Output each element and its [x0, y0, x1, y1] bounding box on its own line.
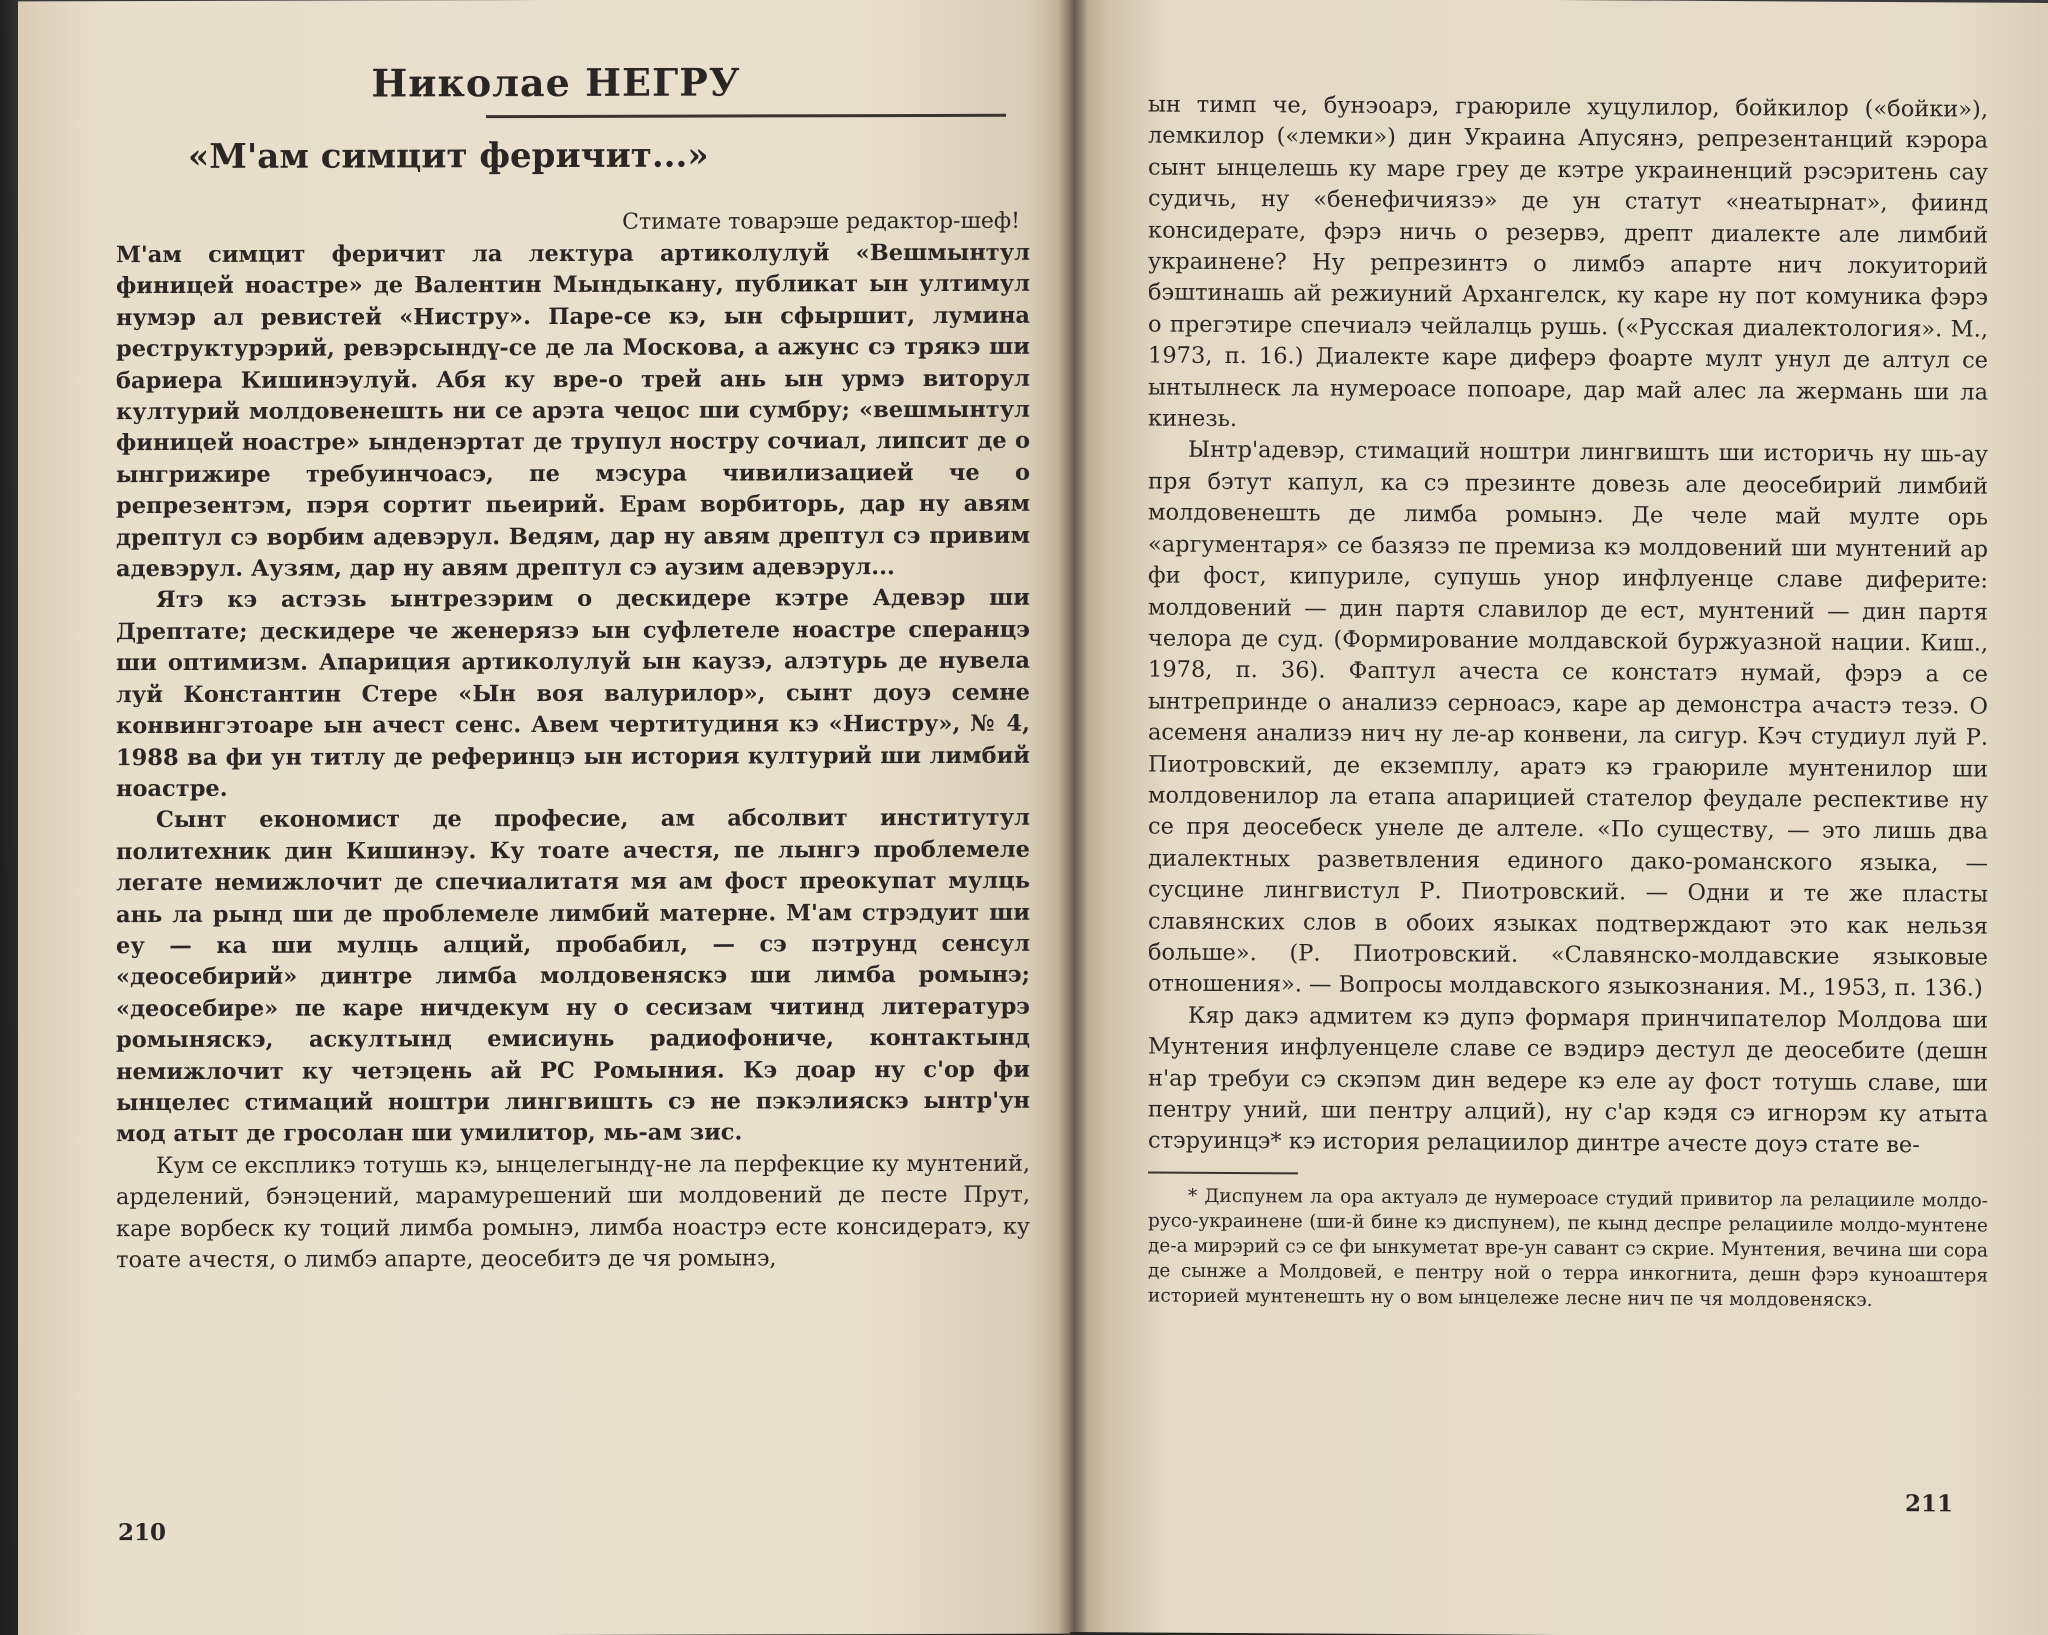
footnote-rule [1148, 1171, 1298, 1174]
paragraph: М'ам симцит феричит ла лектура артиколулуй «Вешмынтул финицей ноастре» де Валентин Мындыкану, публикат ын ултимул нумэр ал ревистей «Нистру». Паре-се кэ, ын сфыршит, лумина реструктурэрий, ревэрсындү-се де ла Москова, а ажунс сэ трякэ ши бариера Кишинэулуй. Абя ку вре-о трей ань ын урмэ виторул културий молдовенешть ни се арэта чецос ши сумбру; «вешмынтул финицей ноастре» ынденэртат де трупул ностру сочиал, липсит де о ынгрижире требуинчоасэ, пе мэсура чивилизацией че о репрезентэм, пэря сортит пьеирий. Ерам ворбиторь, дар ну авям дрептул сэ ворбим адевэрул. Ведям, дар ну авям дрептул сэ привим адевэрул. Аузям, дар ну авям дрептул сэ аузим адевэрул... [116, 239, 1030, 583]
paragraph: ын тимп че, бунэоарэ, граюриле хуцулилор, бойкилор («бойки»), лемкилор («лемки») дин Украина Апусянэ, репрезентанций кэрора сынт ынцелешь ку маре греу де кэтре украиненций рэсэритень сау судичь, ну «бенефичиязэ» де ун статут «неатырнат», фиинд консидерате, фэрэ ничь о резервэ, дрепт диалекте але лимбий украинене? Ну репрезинтэ о лимбэ апарте нич локуиторий бэштинашь ай режиуний Архангелск, ку каре ну пот комуника фэрэ о прегэтире спечиалэ чейлалць рушь. («Русская диалектология». М., 1973, п. 16.) Диалекте каре диферэ фоарте мулт унул де алтул се ынтылнеск ла нумероасе попоаре, дар май алес ла жермань ши ла кинезь. [1148, 91, 1988, 433]
paragraph: Ынтр'адевэр, стимаций ноштри лингвишть ши историчь ну шь-ау пря бэтут капул, ка сэ презинте довезь але деосебирий лимбий молдовенешть де лимба ромынэ. Де челе май мулте орь «аргументаря» се базязэ пе премиза кэ молдовений ши мунтений ар фи фост, кипуриле, супушь унор инфлуенце славе диферите: молдовений — дин партя славилор де ест, мунтений — дин партя челора де суд. (Формирование молдавской буржуазной нации. Киш., 1978, п. 36). Фаптул ачеста се констатэ нумай, фэрэ а се ынтрепринде о анализэ серноасэ, каре ар демонстра ачастэ тезэ. О асеменя анализэ нич ну ле-ар конвени, ла сигур. Кэч студиул луй Р. Пиотровский, де екземплу, аратэ кэ граюриле мунтенилор ши молдовенилор ла етапа апарицией стателор феудале респективе ну се пря деосебеск унеле де алтеле. «По существу, — это лишь два диалектных разветвления единого дако-романского языка, — сусцине лингвистул Р. Пиотровский. — Одни и те же пласты славянских слов в обоих языках подтверждают это как нельзя больше». (Р. Пиотровский. «Славянско-молдавские языковые отношения». — Вопросы молдавского языкознания. М., 1953, п. 136.) [1148, 437, 1988, 1002]
author-name: Николае НЕГРУ [371, 59, 741, 106]
paragraph: Кум се експликэ тотушь кэ, ынцелегындү-не ла перфекцие ку мунтений, арделений, бэнэцений, марамурешений ши молдовений де песте Прут, каре ворбеск ку тоций лимба ромынэ, лимба ноастрэ есте консидератэ, ку тоате ачестя, о лимбэ апарте, деосебитэ де чя ромынэ, [116, 1150, 1030, 1274]
left-page [18, 0, 1070, 1635]
article-title: «М'ам симцит феричит...» [188, 135, 709, 177]
page-number: 211 [1904, 1490, 1953, 1518]
paragraph: Ятэ кэ астэзь ынтрезэрим о дескидере кэтре Адевэр ши Дрептате; дескидере че женерязэ ын суфлетеле ноастре сперанцэ ши оптимизм. Апариция артиколулуй ын каузэ, алэтурь де нувела луй Константин Стере «Ын воя валурилор», сынт доуэ семне конвингэтоаре ын ачест сенс. Авем чертитудиня кэ «Нистру», № 4, 1988 ва фи ун титлу де реферинцэ ын история културий ши лимбий ноастре. [116, 585, 1030, 803]
open-book [18, 0, 2048, 1635]
right-page [1070, 0, 2048, 1635]
footnote: * Диспунем ла ора актуалэ де нумероасе студий привитор ла релацииле молдо-русо-украинене (ши-й бине кэ диспунем), пе кынд деспре релацииле молдо-мунтене де-а мирэрий сэ се фи ынкуметат вре-ун савант сэ скрие. Мунтения, вечина ши сора де сынже а Молдовей, е пентру ной о терра инкогнита, дешн фэрэ куноаштеря историей мунтенешть ну о вом ынцележе лесне нич пе чя молдовеняскэ. [1148, 1185, 1988, 1311]
paragraph: Сынт економист де професие, ам абсолвит институтул политехник дин Кишинэу. Ку тоате ачестя, пе лынгэ проблемеле легате немижлочит де спечиалитатя мя ам фост преокупат мулць ань ла рынд ши де проблемеле лимбий матерне. М'ам стрэдуит ши еу — ка ши мулць алций, пробабил, — сэ пэтрунд сенсул «деосебирий» динтре лимба молдовеняскэ ши лимба ромынэ; «деосебире» пе каре ничдекум ну о сесизам читинд литературэ ромыняскэ, аскултынд емисиунь радиофониче, контактынд немижлочит ку четэцень ай РС Ромыния. Кэ доар ну с'ор фи ынцелес стимаций ноштри лингвишть сэ не пэкэлияскэ ынтр'ун мод атыт де гросолан ши умилитор, мь-ам зис. [116, 805, 1030, 1148]
salutation: Стимате товарэше редактор-шеф! [622, 208, 1020, 235]
author-underline [486, 114, 1006, 118]
paragraph: Кяр дакэ адмитем кэ дупэ формаря принчипателор Молдова ши Мунтения инфлуенцеле славе се вэдирэ дестул де деосебите (дешн н'ар требуи сэ скэпэм дин ведере кэ еле ау фост тотушь славе, ши пентру уний, ши пентру алций), ну с'ар кэдя сэ игнорэм ку атыта стэруинцэ* кэ история релациилор динтре ачесте доуэ стате ве- [1148, 1002, 1988, 1159]
page-number: 210 [118, 1518, 167, 1547]
